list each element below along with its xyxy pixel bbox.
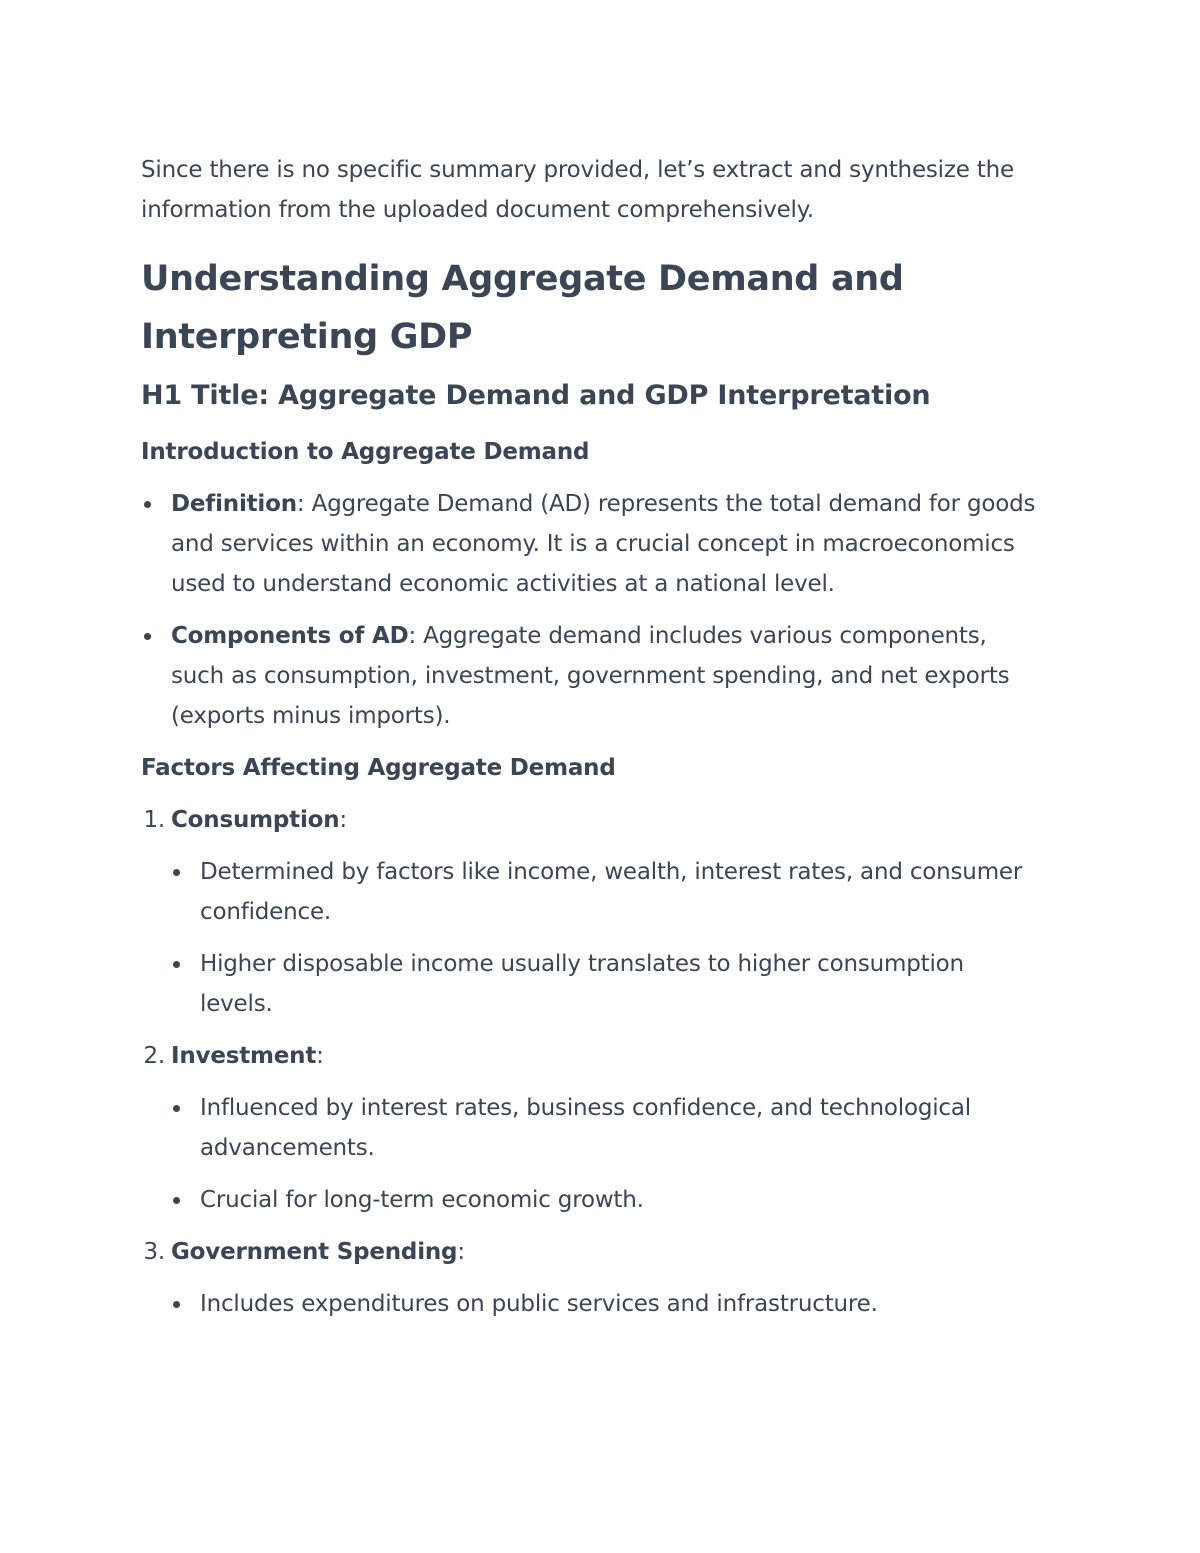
term-definition: Definition — [171, 491, 297, 517]
document-title: Understanding Aggregate Demand and Interpreting GDP — [141, 259, 904, 357]
intro-paragraph: Since there is no specific summary provided, let’s extract and synthesize the information from the uploaded document comprehensively. — [141, 157, 1014, 223]
factor-investment — [141, 1036, 1041, 1220]
document-page — [141, 150, 1041, 1336]
factor-label: Government Spending — [171, 1239, 458, 1265]
section-heading-introduction: Introduction to Aggregate Demand — [141, 439, 590, 465]
consumption-points — [141, 852, 1041, 1024]
factor-label: Consumption — [171, 807, 340, 833]
list-item-definition — [141, 484, 1041, 604]
term-components: Components of AD — [171, 623, 409, 649]
factor-number: 3. — [143, 1239, 165, 1265]
factor-consumption — [141, 800, 1041, 1024]
factor-government-spending — [141, 1232, 1041, 1324]
factor-number: 1. — [143, 807, 165, 833]
factor-label: Investment — [171, 1043, 317, 1069]
factor-suffix: : — [316, 1043, 324, 1069]
factors-list — [141, 800, 1041, 1324]
components-text: : Aggregate demand includes various components, such as consumption, investment, government spending, and net exports (exports minus imports). — [171, 623, 1010, 729]
factor-suffix: : — [457, 1239, 465, 1265]
definition-text: : Aggregate Demand (AD) represents the total demand for goods and services within an economy. It is a crucial concept in macroeconomics used to understand economic activities at a national level. — [171, 491, 1036, 597]
factor-number: 2. — [143, 1043, 165, 1069]
list-item: Includes expenditures on public services and infrastructure. — [141, 1284, 1041, 1324]
section-heading-factors: Factors Affecting Aggregate Demand — [141, 755, 616, 781]
government-spending-points — [141, 1284, 1041, 1324]
factor-suffix: : — [339, 807, 347, 833]
list-item: Influenced by interest rates, business confidence, and technological advancements. — [141, 1088, 1041, 1168]
list-item-components — [141, 616, 1041, 736]
document-subtitle: H1 Title: Aggregate Demand and GDP Interpretation — [141, 380, 931, 411]
list-item: Determined by factors like income, wealth, interest rates, and consumer confidence. — [141, 852, 1041, 932]
list-item: Higher disposable income usually translates to higher consumption levels. — [141, 944, 1041, 1024]
list-item: Crucial for long-term economic growth. — [141, 1180, 1041, 1220]
investment-points — [141, 1088, 1041, 1220]
introduction-list — [141, 484, 1041, 736]
